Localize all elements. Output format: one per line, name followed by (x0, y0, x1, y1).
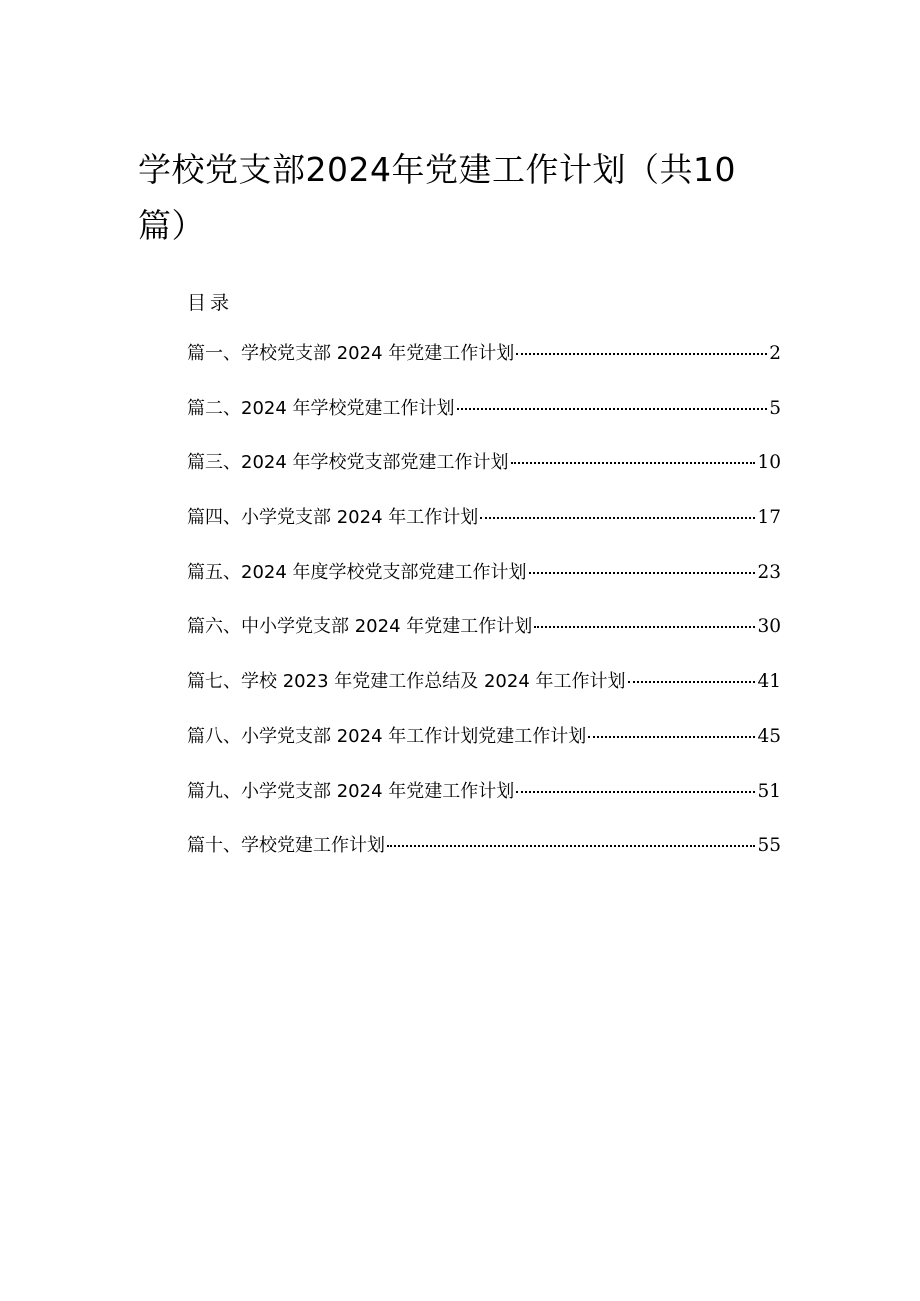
dot-leader (534, 626, 755, 628)
toc-entry-8[interactable] (187, 723, 781, 778)
toc-entry-page: 23 (757, 561, 781, 583)
toc-entry-4[interactable] (187, 504, 781, 559)
dot-leader (511, 462, 756, 464)
toc-entry-1[interactable] (187, 340, 781, 395)
toc-entry-page: 55 (757, 835, 781, 857)
dot-leader (457, 408, 768, 410)
toc-entry-5[interactable] (187, 559, 781, 614)
dot-leader (387, 845, 755, 847)
toc-entry-3[interactable] (187, 449, 781, 504)
dot-leader (516, 791, 755, 793)
toc-entry-page: 30 (757, 616, 781, 638)
toc-entry-2[interactable] (187, 395, 781, 450)
toc-entry-7[interactable] (187, 668, 781, 723)
toc-entry-label: 篇七、学校 2023 年党建工作总结及 2024 年工作计划 (187, 671, 626, 693)
toc-entry-label: 篇一、学校党支部 2024 年党建工作计划 (187, 343, 515, 364)
toc-entry-label: 篇六、中小学党支部 2024 年党建工作计划 (187, 616, 533, 638)
toc-entry-label: 篇五、2024 年度学校党支部党建工作计划 (187, 561, 527, 583)
dot-leader (529, 572, 756, 574)
toc-entry-page: 45 (757, 725, 781, 747)
dot-leader (480, 517, 755, 519)
toc-entry-9[interactable] (187, 778, 781, 833)
toc-entry-label: 篇三、2024 年学校党支部党建工作计划 (187, 452, 509, 474)
toc-entry-6[interactable] (187, 613, 781, 668)
dot-leader (588, 736, 755, 738)
toc-entry-label: 篇十、学校党建工作计划 (187, 835, 385, 857)
toc-entry-label: 篇八、小学党支部 2024 年工作计划党建工作计划 (187, 725, 587, 747)
dot-leader (516, 353, 767, 355)
toc-entry-label: 篇二、2024 年学校党建工作计划 (187, 397, 455, 419)
dot-leader (628, 681, 756, 683)
toc-entry-label: 篇九、小学党支部 2024 年党建工作计划 (187, 780, 515, 802)
toc-list (187, 340, 781, 887)
toc-entry-label: 篇四、小学党支部 2024 年工作计划 (187, 507, 479, 529)
document-title: 学校党支部2024年党建工作计划（共10篇） (138, 150, 736, 245)
toc-entry-page: 10 (757, 452, 781, 474)
toc-entry-page: 2 (769, 343, 781, 364)
toc-entry-page: 41 (757, 671, 781, 693)
toc-entry-page: 51 (757, 780, 781, 802)
toc-entry-10[interactable] (187, 832, 781, 887)
toc-heading: 目录 (187, 292, 234, 314)
toc-entry-page: 17 (757, 507, 781, 529)
toc-entry-page: 5 (769, 397, 781, 419)
